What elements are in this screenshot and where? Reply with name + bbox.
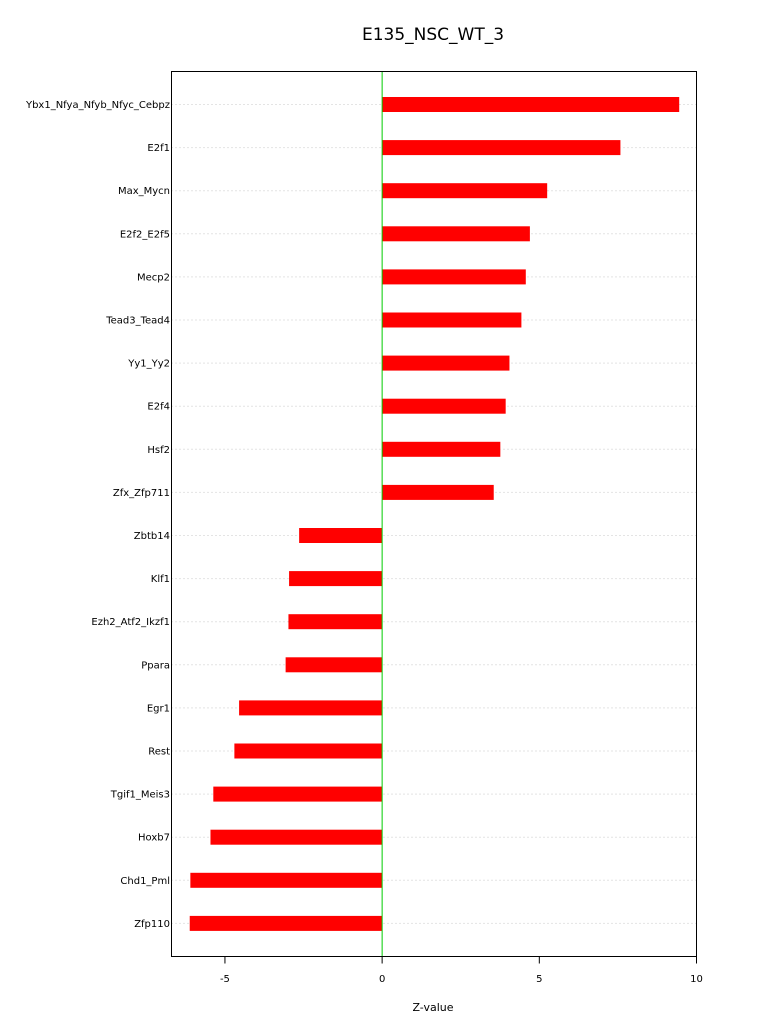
y-tick-label: Tgif1_Meis3 <box>110 789 170 801</box>
bar-rest <box>234 744 382 759</box>
x-axis <box>220 957 703 986</box>
y-tick-label: E2f4 <box>147 401 170 413</box>
y-tick-label: Mecp2 <box>137 272 170 284</box>
bar-zfx_zfp711 <box>382 485 494 500</box>
bar-e2f1 <box>382 140 620 155</box>
chart-title: E135_NSC_WT_3 <box>361 25 505 45</box>
y-axis-labels <box>25 100 170 930</box>
x-tick-label: 0 <box>378 974 386 985</box>
bar-yy1_yy2 <box>382 356 509 371</box>
bar-mecp2 <box>382 269 526 284</box>
plot-frame <box>172 72 697 957</box>
y-tick-label: Chd1_Pml <box>120 875 170 887</box>
bar-egr1 <box>239 700 382 715</box>
y-tick-label: Zfx_Zfp711 <box>112 487 170 499</box>
bar-max_mycn <box>382 183 547 198</box>
y-tick-label: Zbtb14 <box>133 531 170 542</box>
y-tick-label: Hsf2 <box>147 444 170 456</box>
bar-zbtb14 <box>299 528 382 543</box>
bar-ppara <box>286 657 383 672</box>
bar-hoxb7 <box>210 830 382 845</box>
bar-zfp110 <box>190 916 382 931</box>
y-tick-label: Max_Mycn <box>117 186 170 198</box>
bar-ezh2_atf2_ikzf1 <box>288 614 382 629</box>
bar-ybx1_nfya_nfyb_nfyc_cebpz <box>382 97 679 112</box>
y-tick-label: Ybx1_Nfya_Nfyb_Nfyc_Cebpz <box>25 100 170 111</box>
y-tick-label: Ezh2_Atf2_Ikzf1 <box>91 617 170 629</box>
y-tick-label: Tead3_Tead4 <box>106 315 170 327</box>
bar-e2f2_e2f5 <box>382 226 530 241</box>
bars <box>190 97 679 931</box>
x-axis-title: Z-value <box>412 1001 454 1014</box>
bar-tead3_tead4 <box>382 313 521 328</box>
x-tick-label: -5 <box>219 974 230 985</box>
bar-hsf2 <box>382 442 500 457</box>
x-tick-label: 5 <box>536 974 543 985</box>
bar-e2f4 <box>382 399 506 414</box>
bar-klf1 <box>289 571 382 586</box>
y-tick-label: Ppara <box>141 660 170 672</box>
y-tick-label: Yy1_Yy2 <box>128 358 170 370</box>
x-tick-label: 10 <box>690 974 703 985</box>
y-tick-label: Rest <box>148 746 170 758</box>
y-tick-label: Klf1 <box>150 574 170 586</box>
y-tick-label: Egr1 <box>146 703 170 715</box>
y-tick-label: Hoxb7 <box>138 832 170 844</box>
y-tick-label: Zfp110 <box>134 918 170 930</box>
y-tick-label: E2f2_E2f5 <box>119 229 170 241</box>
bar-tgif1_meis3 <box>213 787 382 802</box>
y-tick-label: E2f1 <box>147 143 170 155</box>
bar-chd1_pml <box>190 873 382 888</box>
